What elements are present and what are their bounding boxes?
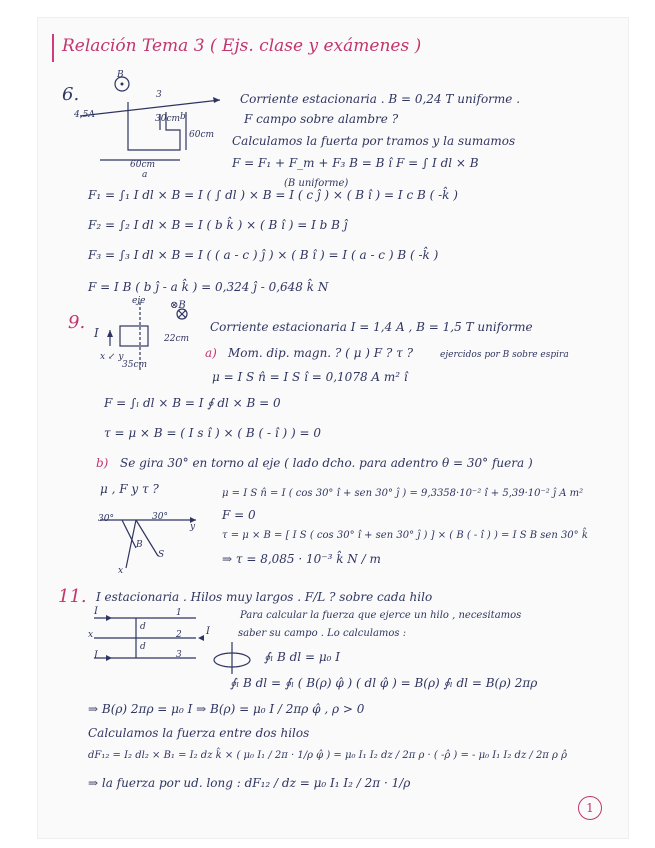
wire-top [80,100,220,116]
problem-11-number: 11. [58,586,87,607]
p9-b-sub: μ , F y τ ? [100,482,159,496]
p9-s-vec-label: S [158,550,165,560]
p9-b-label: ⊗B [170,300,186,311]
p11-line-5: ∮ₗ B dl = ∮ₗ ( B(ρ) φ̂ ) ( dl φ̂ ) = B(ρ) ∮ₗ dl = B(ρ) 2πρ [230,676,538,690]
p9-eje-label: eje [132,296,146,306]
page-number-badge: 1 [578,796,602,820]
p9-a-eq-2: F = ∫ₗ dl × B = I ∮ dl × B = 0 [104,396,281,410]
p11-line-6: ⇒ B(ρ) 2πρ = μ₀ I ⇒ B(ρ) = μ₀ I / 2πρ φ̂ , ρ > 0 [88,702,365,716]
p11-line-7: Calculamos la fuerza entre dos hilos [88,726,310,740]
diagram-b-dim-label: b [180,112,186,122]
diagram-60cm-label: 60cm [189,130,215,140]
p6-line-1: Corriente estacionaria . B = 0,24 T uniforme . [240,92,521,106]
p9-angle-30-right: 30° [152,512,168,522]
p6-line-2: F campo sobre alambre ? [244,112,399,126]
p9-a-question: Mom. dip. magn. ? ( μ ) F ? τ ? [228,346,414,360]
p9-b-eq-1: μ = I S n̂ = I ( cos 30° î + sen 30° ĵ ) = 9,3358·10⁻² î + 5,39·10⁻² ĵ A m² [222,488,584,499]
normal-s-vector [136,520,158,556]
problem-6-number: 6. [62,84,80,105]
p11-i1-label: I [94,606,98,617]
diagram-3-label: 3 [156,90,162,100]
diagram-60cm-bottom-label: 60cm [130,160,156,170]
p11-x-label: x [88,630,94,640]
p9-angle-30-left: 30° [98,514,114,524]
title-margin-mark [52,34,54,62]
problem-9-diagram [98,300,208,375]
diagram-current-label: 4,5A [74,110,95,120]
p6-eq-1: F₁ = ∫₁ I dl × B = I ( ∫ dl ) × B = I ( c ĵ ) × ( B î ) = I c B ( -k̂ ) [88,188,458,202]
p9-current-label: I [94,326,99,340]
p6-line-4: F = F₁ + F_m + F₃ B = B î F = ∫ I dl × B [232,156,479,170]
p9-a-eq-3: τ = μ × B = ( I s î ) × ( B ( - î ) ) = 0 [104,426,321,440]
p9-b-eq-4: ⇒ τ = 8,085 · 10⁻³ k̂ N / m [222,552,381,566]
p11-line-9: ⇒ la fuerza por ud. long : dF₁₂ / dz = μ₀ I₁ I₂ / 2π · 1/ρ [88,776,411,790]
p11-wires-diagram [86,608,216,668]
p11-d2-label: d [140,642,146,652]
p11-i2-label: I [206,626,210,637]
p6-line-3: Calculamos la fuerta por tramos y la sumamos [232,134,516,148]
p11-d1-label: d [140,622,146,632]
loop-square [120,326,148,346]
p9-b-eq-3: τ = μ × B = [ I S ( cos 30° î + sen 30° ĵ ) ] × ( B ( - î ) ) = I S B sen 30° k̂ [222,530,588,541]
p9-a-note: ejercidos por B sobre espira [440,350,569,360]
diagram-30cm-label: 30cm [155,114,181,124]
p6-eq-2: F₂ = ∫₂ I dl × B = I ( b k̂ ) × ( B î ) = I b B ĵ [88,218,348,232]
p11-line-8: dF₁₂ = I₂ dl₂ × B₁ = I₂ dz k̂ × ( μ₀ I₁ / 2π · 1/ρ φ̂ ) = μ₀ I₁ I₂ dz / 2π ρ · ( -ρ̂ ) = - μ₀ I₁ I₂ dz / 2π ρ ρ̂ [88,750,567,761]
p11-wire-1-number: 1 [176,608,182,618]
p9-b-eq-2: F = 0 [222,508,256,522]
p9-x-label: x [118,566,124,576]
p9-a-label: a) [205,346,217,360]
p9-axes-label: x ↙ y [100,352,124,362]
diagram-b-label: B [117,70,124,80]
p11-line-2: Para calcular la fuerza que ejerce un hilo , necesitamos [240,610,522,621]
p9-35cm-label: 35cm [122,360,148,370]
p9-b-part-label: b) [96,456,109,470]
p11-line-4: ∮ₗ B dl = μ₀ I [264,650,340,664]
diagram-a-label: a [142,170,148,180]
page-title: Relación Tema 3 ( Ejs. clase y exámenes ) [62,36,422,56]
p11-ampere-loop [208,640,258,676]
p11-wire-2-number: 2 [176,630,182,640]
p9-a-eq-1: μ = I S n̂ = I S î = 0,1078 A m² î [212,370,408,384]
p11-line-1: I estacionaria . Hilos muy largos . F/L ? sobre cada hilo [96,590,433,604]
p11-wire-3-number: 3 [176,650,182,660]
p9-y-label: y [190,522,196,532]
p6-eq-4: F = I B ( b ĵ - a k̂ ) = 0,324 ĵ - 0,648 k̂ N [88,280,329,294]
p11-line-3: saber su campo . Lo calculamos : [238,628,407,639]
p6-note-uniform: (B uniforme) [284,178,349,189]
p11-i3-label: I [94,650,98,661]
b-direction [122,520,136,548]
p9-b-question: Se gira 30° en torno al eje ( lado dcho. para adentro θ = 30° fuera ) [120,456,533,470]
p9-b-vec-label: B [136,540,143,550]
p6-eq-3: F₃ = ∫₃ I dl × B = I ( ( a - c ) ĵ ) × ( B î ) = I ( a - c ) B ( -k̂ ) [88,248,439,262]
p9-22cm-label: 22cm [164,334,190,344]
p9-line-1: Corriente estacionaria I = 1,4 A , B = 1,5 T uniforme [210,320,533,334]
problem-9-number: 9. [68,312,86,333]
